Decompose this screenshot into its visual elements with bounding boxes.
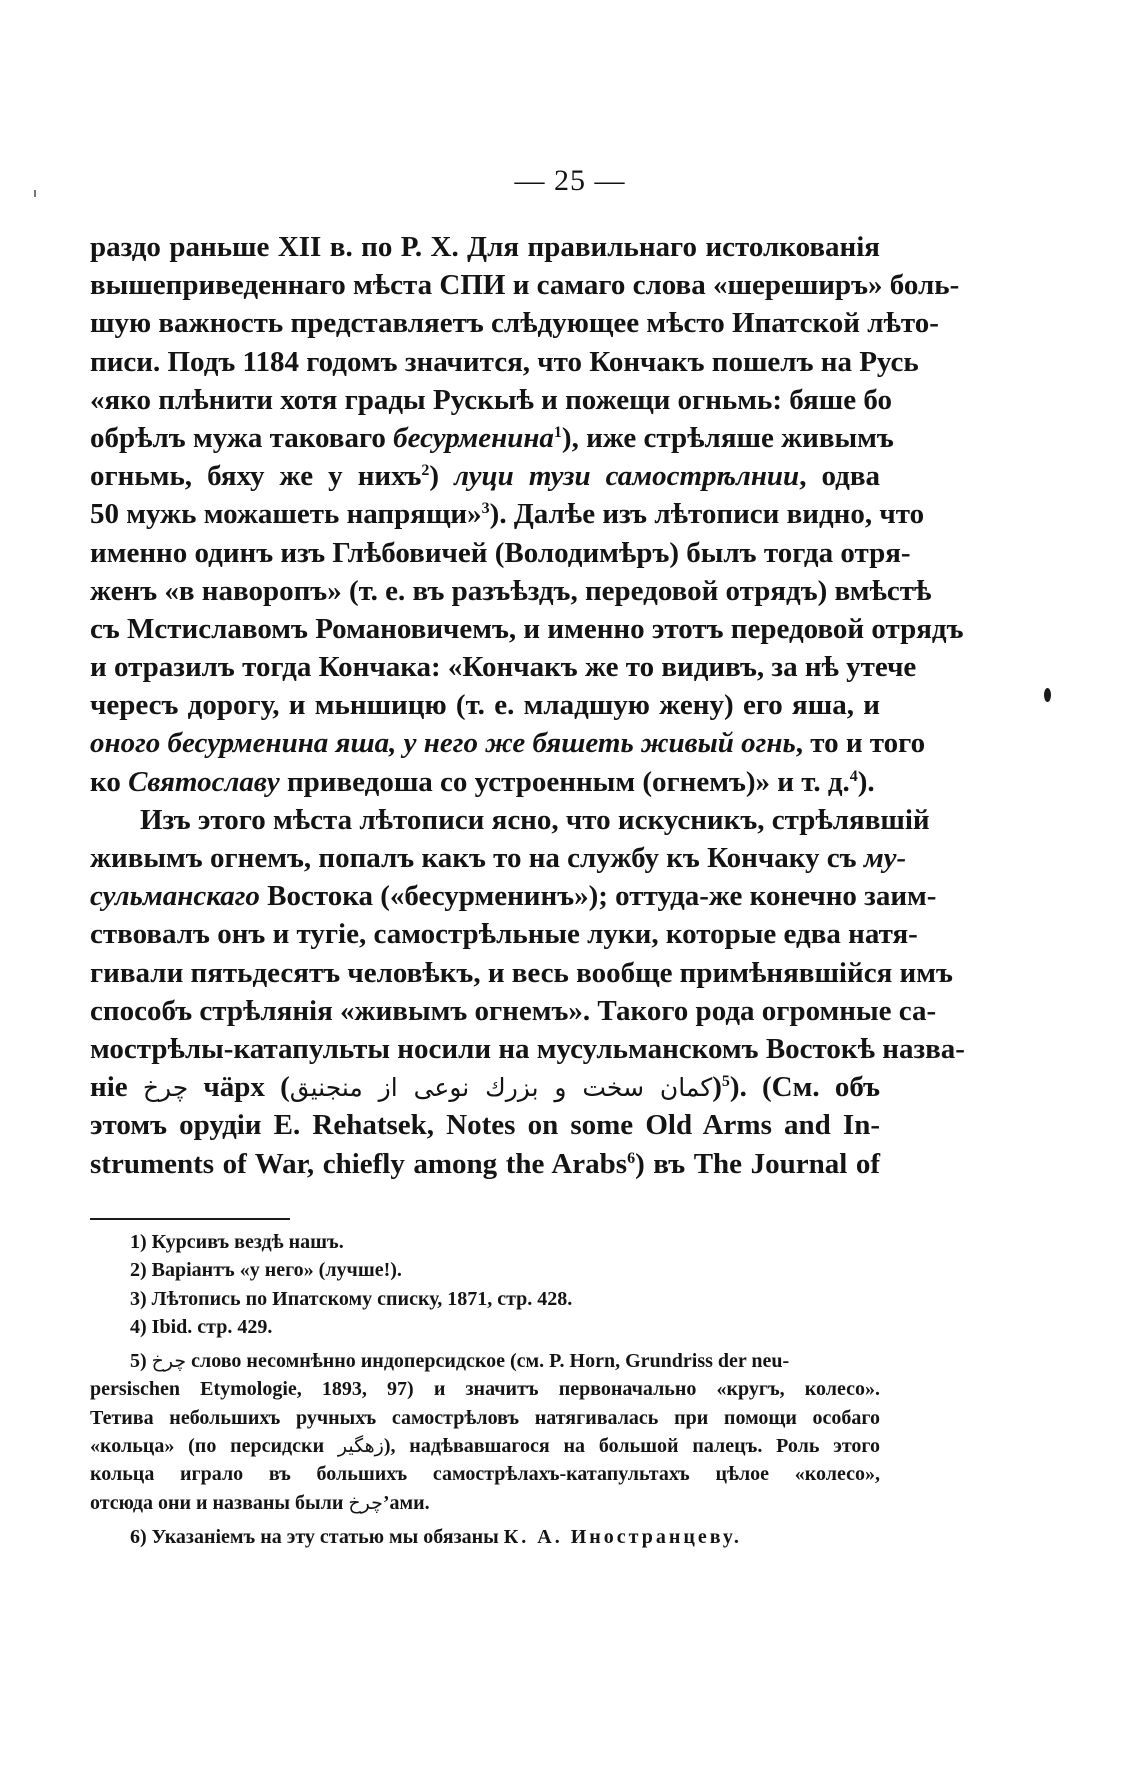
text-line: ствовалъ онъ и тугіе, самострѣльные луки, которые едва натя- xyxy=(90,918,918,951)
text-line: 50 мужь можашеть напрящи»$^3$). Далѣе изъ лѣтописи видно, что xyxy=(90,498,925,531)
footnote-5-line: кольца играло въ большихъ самострѣлахъ-катапультахъ цѣлое «колесо», xyxy=(90,1463,880,1486)
main-text xyxy=(90,228,965,1183)
footnote-ref: 6 xyxy=(627,1149,636,1167)
arabic-word: چرخ xyxy=(348,1491,383,1514)
footnote-5-line: Тетива небольшихъ ручныхъ самострѣловъ натягивалась при помощи особаго xyxy=(90,1406,880,1429)
text-line: обрѣлъ мужа таковаго бесурменина$^1$), иже стрѣляше живымъ xyxy=(90,421,894,454)
footnote-ref: 4 xyxy=(849,767,858,785)
text-line: именно одинъ изъ Глѣбовичей (Володимѣръ) былъ тогда отря- xyxy=(90,536,911,569)
footnote-1: 1) Курсивъ вездѣ нашъ. xyxy=(130,1231,344,1253)
text-line: огньмь, бяху же у нихъ$^2$) луци тузи самострѣлнии, одва xyxy=(90,460,880,493)
footnote-5-line: 5) چرخ слово несомнѣнно индоперсидское (см. P. Horn, Grundriss der neu- xyxy=(130,1350,790,1373)
spaced-name: К. А. Иностранцеву. xyxy=(503,1525,742,1548)
text-line: «яко плѣнити хотя грады Рускыѣ и пожещи огньмь: бяше бо xyxy=(90,383,892,416)
italic-term: сульманскаго xyxy=(90,880,260,913)
text-line: писи. Подъ 1184 годомъ значится, что Кончакъ пошелъ на Русь xyxy=(90,345,919,378)
text-line: женъ «в наворопъ» (т. е. въ разъѣздъ, передовой отрядъ) вмѣстѣ xyxy=(90,574,932,607)
footnote-ref: 3 xyxy=(481,500,490,518)
arabic-word: زهگير xyxy=(337,1435,384,1458)
ink-blot xyxy=(1044,688,1051,702)
italic-term: бесурменина xyxy=(393,421,554,454)
text-line: ко Святославу приведоша со устроенным (огнемъ)» и т. д.$^4$). xyxy=(90,765,875,798)
arabic-phrase: كمان سخت و بزرك نوعى از منجنيق xyxy=(289,1073,713,1103)
text-line: гивали пятьдесятъ человѣкъ, и весь вообще примѣнявшійся имъ xyxy=(90,956,953,989)
footnote-6: 6) Указаніемъ на эту статью мы обязаны К. А. Иностранцеву. xyxy=(130,1525,742,1548)
page-number: — 25 — xyxy=(514,164,626,197)
footnote-ref: 2 xyxy=(421,462,430,480)
text-line: мострѣлы-катапульты носили на мусульманскомъ Востокѣ назва- xyxy=(90,1032,965,1065)
footnote-separator xyxy=(90,1218,290,1220)
italic-term: му- xyxy=(863,842,907,874)
text-line: способъ стрѣлянія «живымъ огнемъ». Такого рода огромные са- xyxy=(90,994,937,1027)
text-line: живымъ огнемъ, попалъ какъ то на службу къ Кончаку съ му- xyxy=(90,842,907,874)
text-line: чересъ дорогу, и мьншицю (т. е. младшую жену) его яша, и xyxy=(90,689,880,722)
text-line: вышеприведеннаго мѣста СПИ и самаго слова «шереширъ» боль- xyxy=(90,269,960,302)
footnote-ref: 1 xyxy=(553,423,562,441)
footnote-5-line: отсюда они и названы были چرخ’ами. xyxy=(90,1491,430,1514)
footnote-3: 3) Лѣтопись по Ипатскому списку, 1871, стр. 428. xyxy=(130,1287,573,1310)
text-line: struments of War, chiefly among the Arabs$^6$) въ The Journal of xyxy=(90,1147,880,1180)
footnote-4: 4) Ibid. стр. 429. xyxy=(130,1315,273,1338)
arabic-word: چرخ xyxy=(151,1350,187,1373)
text-line: этомъ орудіи E. Rehatsek, Notes on some Old Arms and In- xyxy=(90,1109,880,1142)
text-line: шую важность представляетъ слѣдующее мѣсто Ипатской лѣто- xyxy=(90,307,939,340)
text-line: и отразилъ тогда Кончака: «Кончакъ же то видивъ, за нѣ утече xyxy=(90,651,917,684)
footnote-ref: 5 xyxy=(721,1073,730,1091)
italic-term: Святославу xyxy=(128,765,280,798)
text-line: сульманскаго Востока («бесурменинъ»); оттуда-же конечно заим- xyxy=(90,880,937,913)
paragraph-start-line: Изъ этого мѣста лѣтописи ясно, что искусникъ, стрѣлявшій xyxy=(140,803,930,836)
italic-term: луци тузи самострѣлнии xyxy=(454,460,800,493)
text-line: оного бесурменина яша, у него же бяшеть живый огнь, то и того xyxy=(90,727,926,760)
text-line: съ Мстиславомъ Романовичемъ, и именно этотъ передовой отрядъ xyxy=(90,612,964,645)
footnote-5-line: persischen Etymologie, 1893, 97) и значитъ первоначально «кругъ, колесо». xyxy=(90,1378,880,1401)
footnote-2: 2) Варіантъ «у него» (лучше!). xyxy=(130,1259,402,1282)
arabic-word: چرخ xyxy=(142,1073,189,1103)
text-line: ніе چرخ чäрх (كمان سخت و بزرك نوعى از منجنيق)$^5$). (См. объ xyxy=(90,1071,881,1104)
footnote-5-line: «кольца» (по персидски زهگير), надѣвавшагося на большой палецъ. Роль этого xyxy=(90,1435,881,1458)
footnotes xyxy=(90,1228,880,1551)
text-line: раздо раньше XII в. по Р. Х. Для правильнаго истолкованія xyxy=(90,231,880,263)
italic-quote: оного бесурменина яша, у него же бяшеть живый огнь xyxy=(90,727,796,760)
